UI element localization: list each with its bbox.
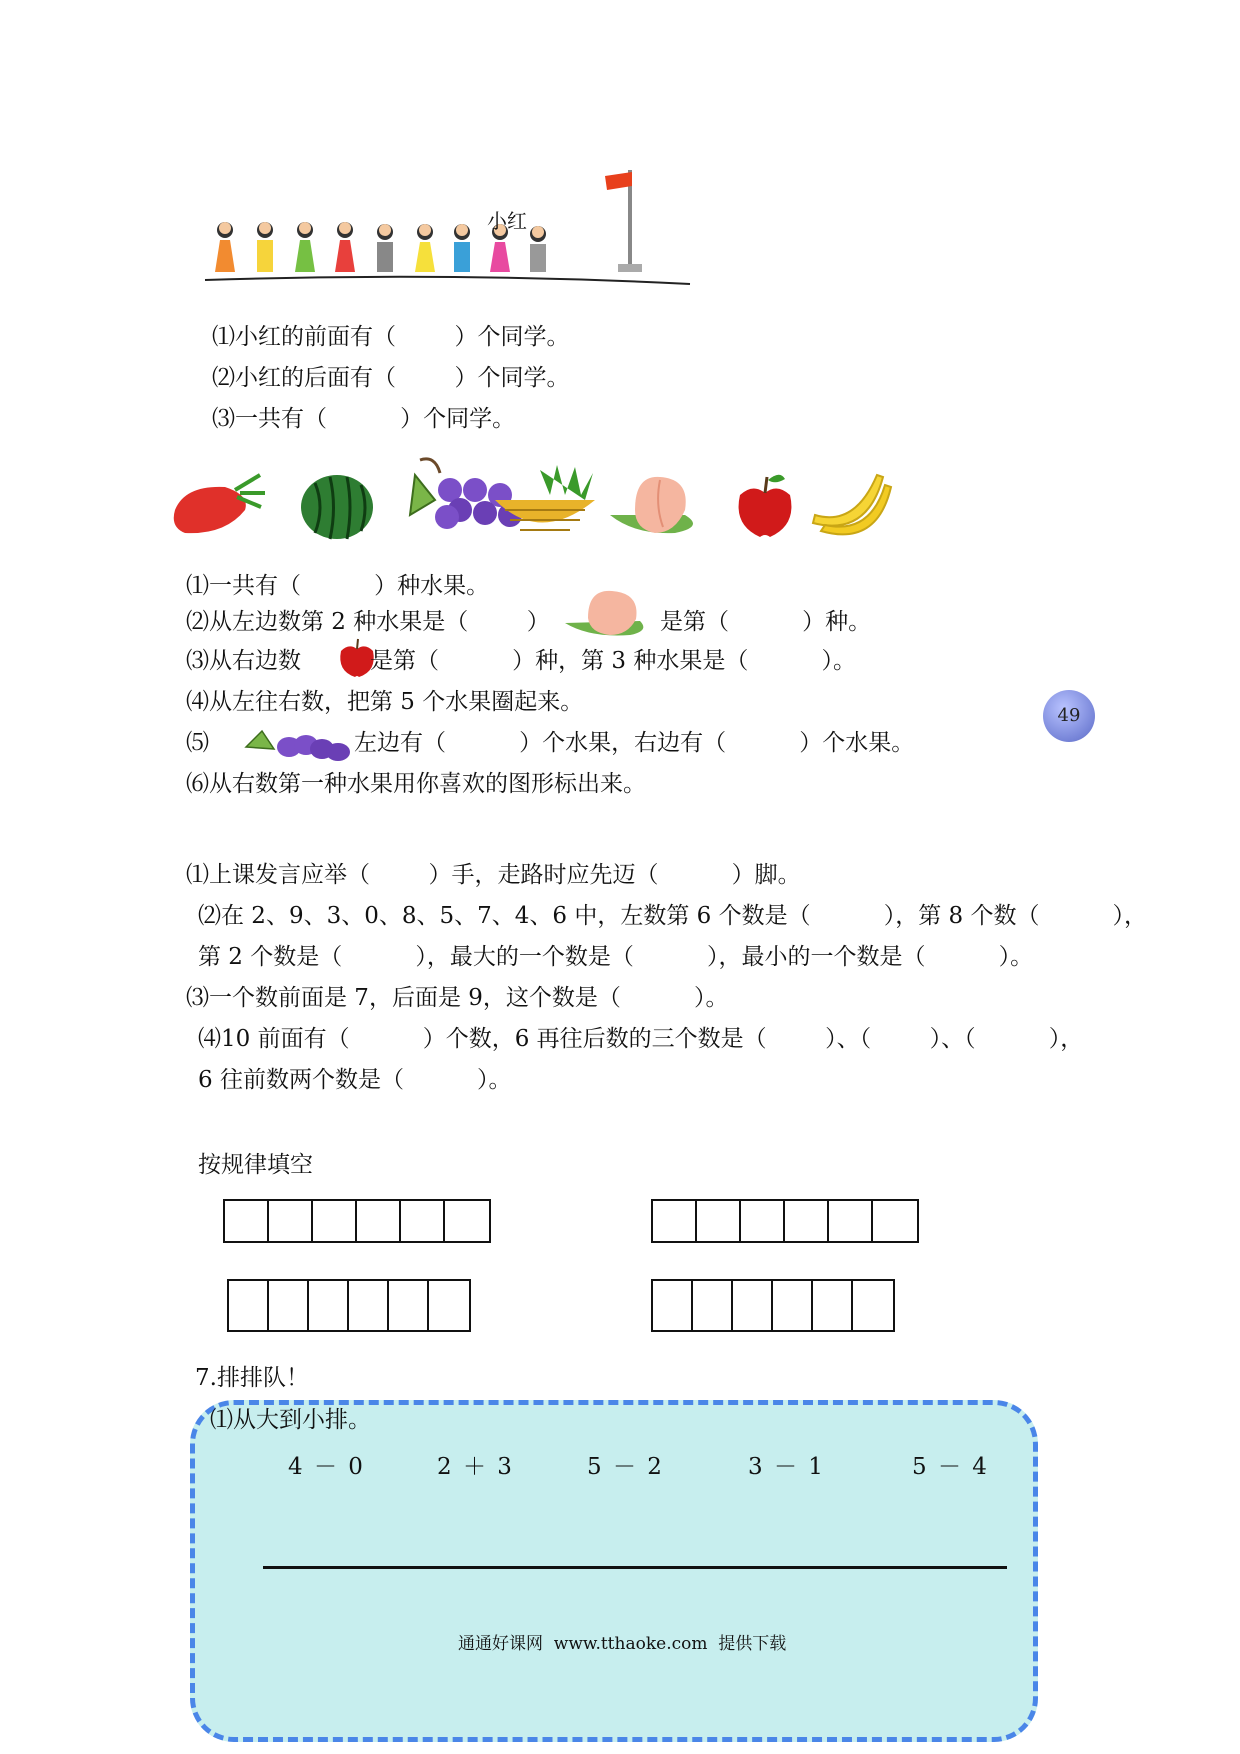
- child-3-icon: [295, 222, 315, 272]
- fruit-row: [165, 455, 995, 555]
- answer-box[interactable]: [229, 1281, 269, 1330]
- expression: 5 － 4: [912, 1454, 989, 1480]
- number-question-4: ⑷10 前面有（ ）个数，6 再往后数的三个数是（ ）、（ ）、（ ），: [198, 1026, 1084, 1052]
- fruit-question-6: ⑹从右数第一种水果用你喜欢的图形标出来。: [186, 771, 646, 797]
- child-2-icon: [257, 222, 273, 272]
- answer-box[interactable]: [389, 1281, 429, 1330]
- flag-icon: [605, 170, 642, 272]
- number-question-2-cont: 第 2 个数是（ ），最大的一个数是（ ），最小的一个数是（ ）。: [198, 944, 1034, 970]
- apple-icon: [739, 475, 792, 537]
- answer-box[interactable]: [445, 1201, 489, 1241]
- peach-inline-icon: [560, 583, 650, 638]
- pattern-title: 按规律填空: [198, 1152, 313, 1178]
- answer-box[interactable]: [313, 1201, 357, 1241]
- strawberry-icon: [174, 475, 265, 533]
- answer-box[interactable]: [853, 1281, 893, 1330]
- answer-line[interactable]: [263, 1566, 1007, 1569]
- child-6-icon: [415, 224, 435, 272]
- fruit-question-2-end: 是第（ ）种。: [660, 609, 872, 635]
- answer-box[interactable]: [653, 1281, 693, 1330]
- fruit-question-3-end: 是第（ ）种，第 3 种水果是（ ）。: [370, 648, 856, 674]
- child-4-icon: [335, 222, 355, 272]
- answer-box[interactable]: [401, 1201, 445, 1241]
- answer-box[interactable]: [653, 1201, 697, 1241]
- pattern-boxes-2: [651, 1199, 919, 1243]
- child-5-icon: [377, 224, 393, 272]
- expression: 3 － 1: [748, 1454, 825, 1480]
- xiaohong-label: 小红: [487, 209, 527, 233]
- expression: 2 ＋ 3: [437, 1454, 514, 1480]
- answer-box[interactable]: [225, 1201, 269, 1241]
- number-question-4-cont: 6 往前数两个数是（ ）。: [198, 1067, 512, 1093]
- child-1-icon: [215, 222, 235, 272]
- fruit-question-3-start: ⑶从右边数: [186, 648, 301, 674]
- fruit-question-4: ⑷从左往右数，把第 5 个水果圈起来。: [186, 689, 584, 715]
- fruit-question-5-start: ⑸: [186, 730, 209, 756]
- answer-box[interactable]: [873, 1201, 917, 1241]
- sort-subtitle: ⑴从大到小排。: [210, 1407, 371, 1433]
- expression: 4 － 0: [288, 1454, 365, 1480]
- banana-icon: [813, 475, 891, 534]
- answer-box[interactable]: [785, 1201, 829, 1241]
- answer-box[interactable]: [741, 1201, 785, 1241]
- answer-box[interactable]: [269, 1281, 309, 1330]
- watermelon-icon: [301, 475, 373, 539]
- pattern-boxes-1: [223, 1199, 491, 1243]
- grapes-inline-icon: [244, 725, 356, 765]
- line-question-3: ⑶一共有（ ）个同学。: [212, 406, 516, 432]
- child-9-icon: [530, 226, 546, 272]
- line-question-2: ⑵小红的后面有（ ）个同学。: [212, 365, 570, 391]
- line-question-1: ⑴小红的前面有（ ）个同学。: [212, 324, 570, 350]
- answer-box[interactable]: [693, 1281, 733, 1330]
- answer-box[interactable]: [773, 1281, 813, 1330]
- answer-box[interactable]: [813, 1281, 853, 1330]
- answer-box[interactable]: [309, 1281, 349, 1330]
- pattern-boxes-4: [651, 1279, 895, 1332]
- answer-box[interactable]: [429, 1281, 469, 1330]
- peach-icon: [610, 477, 693, 533]
- answer-box[interactable]: [697, 1201, 741, 1241]
- answer-box[interactable]: [269, 1201, 313, 1241]
- answer-box[interactable]: [349, 1281, 389, 1330]
- fruit-question-1: ⑴一共有（ ）种水果。: [186, 573, 490, 599]
- child-7-icon: [454, 224, 470, 272]
- answer-box[interactable]: [733, 1281, 773, 1330]
- grapes-icon: [410, 459, 522, 529]
- footer-credit: 通通好课网 www.tthaoke.com 提供下载: [458, 1634, 787, 1654]
- expression: 5 － 2: [587, 1454, 664, 1480]
- number-question-2: ⑵在 2、9、3、0、8、5、7、4、6 中，左数第 6 个数是（ ），第 8 个数（ ），: [198, 903, 1148, 929]
- page-number-badge: 49: [1043, 690, 1095, 742]
- sort-title: 7.排排队！: [195, 1365, 309, 1391]
- answer-box[interactable]: [357, 1201, 401, 1241]
- children-line-scene: [200, 160, 700, 290]
- pattern-boxes-3: [227, 1279, 471, 1332]
- fruit-question-5-end: 左边有（ ）个水果，右边有（ ）个水果。: [354, 730, 915, 756]
- number-question-3: ⑶一个数前面是 7，后面是 9，这个数是（ ）。: [186, 985, 729, 1011]
- answer-box[interactable]: [829, 1201, 873, 1241]
- fruit-question-2-start: ⑵从左边数第 2 种水果是（ ）: [186, 609, 550, 635]
- number-question-1: ⑴上课发言应举（ ）手，走路时应先迈（ ）脚。: [186, 862, 801, 888]
